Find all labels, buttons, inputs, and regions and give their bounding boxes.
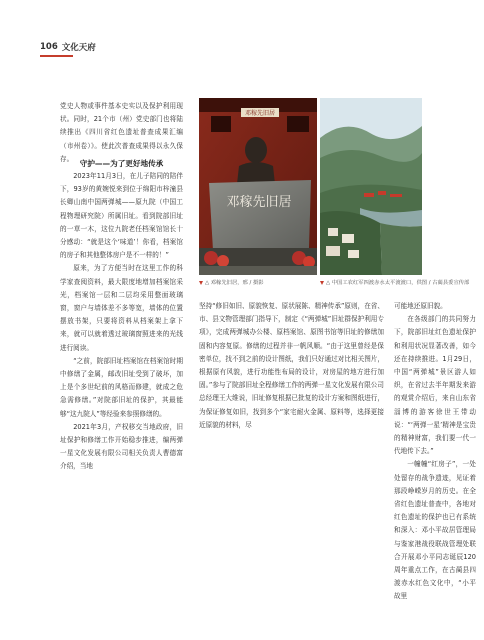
- residence-illustration: [199, 98, 317, 275]
- left-column-top: [60, 100, 183, 166]
- paragraph: “之前，院部旧址档案馆在档案馆时期中修缮了金属，邮改旧址受到了破坏，加上是个多世纪前的风格而修建，就成之危急需修缮。”对院部旧址的保护，其最能够“这九院人”等经验来参照修缮的。: [60, 356, 183, 418]
- paragraph: 2021年3月，产权移交当地政府，旧址保护和修缮工作开始稳步推进，编两弹一星文化发展有限公司相关负责人曹德富介绍，当地: [60, 422, 183, 471]
- paragraph: 可能地还原旧貌。: [394, 302, 447, 310]
- caption-right: [320, 279, 469, 287]
- caption-text: △ 中国工农红军四渡赤水太平渡渡口，供图 / 古蔺县委宣传部: [326, 280, 470, 286]
- paragraph: 2023年11月3日，在儿子陪同的陪伴下，93岁的黄婉悦来到位于绵阳市梓潼县长卿山南中国两弹城——原九院（中国工程物理研究院）所属旧址。看到院部旧址的一草一木，这位九院老任档案馆馆长十分感动：“就是这个‘味道’！你看，档案馆的房子和其他整体房户是不一样的！”: [60, 172, 183, 260]
- page-header: [40, 40, 96, 54]
- paragraph: 原来，为了方便当时在这里工作的科学家查阅资料，最大限度地增加档案馆采光，档案馆一层和二层均采用整面玻璃窗，窗户与墙体差不多等宽，墙体的位置摆放书架，只要将资料从档案架上拿下来，就可以就着透过玻璃窗照进来的光线进行阅读。: [60, 264, 183, 352]
- caption-left: [199, 279, 264, 287]
- taiping-ferry-landscape-photo: [320, 98, 422, 275]
- caption-triangle-icon: [199, 281, 203, 285]
- deng-jiaxian-residence-photo: [199, 98, 317, 275]
- header-rule: [40, 55, 73, 57]
- paragraph: 在各级部门的共同努力下，院部旧址红色遗址保护和利用状况显著改善，如今还在持续推进。1月29日，中国“两弹城”景区游人如织，在省过去半年期发来游的观赏介绍后，来自山东省淄博的游客徐世王带动说：“‘两弹一星’精神是宝贵的精神财富，我们要一代一代地传下去。”: [394, 315, 476, 456]
- caption-triangle-icon: [320, 281, 324, 285]
- landscape-illustration: [320, 98, 422, 275]
- caption-text: △ 邓稼先旧居，邢 / 摄影: [205, 280, 264, 286]
- middle-column: [199, 300, 384, 432]
- section-name: 文化天府: [61, 43, 96, 53]
- paragraph: 坚持“修旧如旧、原貌恢复、原状展陈、精神传承”原则，在省、市、县文物管理部门指导下，制定《“两弹城”旧址群保护利用专项》，完成两弹城办公楼、原档案馆、原图书馆等旧址的修缮加固和内容复原。修缮的过程并非一帆风顺。“由于这里曾经是保密单位，找不到之前的设计图纸，我们只好通过对比相关图片，根据原有风貌，进行功能性布局的设计，对房屋的地方进行加固。”参与了院部旧址全程修缮工作的两弹一星文化发展有限公司总经理王大维说，旧址修复根据已批复的设计方案和图纸进行，为保证修复如旧，找到多个“家宅耐火金属、原料等，选择更接近原貌的材料，尽: [199, 302, 384, 429]
- subheading: 守护——为了更好地传承: [79, 159, 164, 168]
- left-column-main: [60, 170, 183, 474]
- right-column: [394, 300, 476, 604]
- paragraph: 一幢幢“红房子”，一处处留存的战争遗迹，见证着那段峥嵘岁月的历史。在全省红色遗址普查中，各地对红色遗址的保护也已有系统和深入：邓小平故居管理局与鉴家港战役联战管理处联合开展邓小平同志诞辰120周年重点工作，在古蔺县四渡赤水红色文化中，“小平故里: [394, 460, 476, 601]
- stone-inscription: 邓稼先旧居: [226, 195, 292, 210]
- plaque-text: 邓稼先旧居: [244, 110, 276, 117]
- page-number: 106: [40, 42, 58, 52]
- paragraph: 党史人物或事件基本史实以及保护利用现状。同时，21个市（州）党史部门也将陆续推出《四川省红色遗址普查成果汇编（市州卷）》。使此次普查成果得以永久保存。: [60, 102, 183, 163]
